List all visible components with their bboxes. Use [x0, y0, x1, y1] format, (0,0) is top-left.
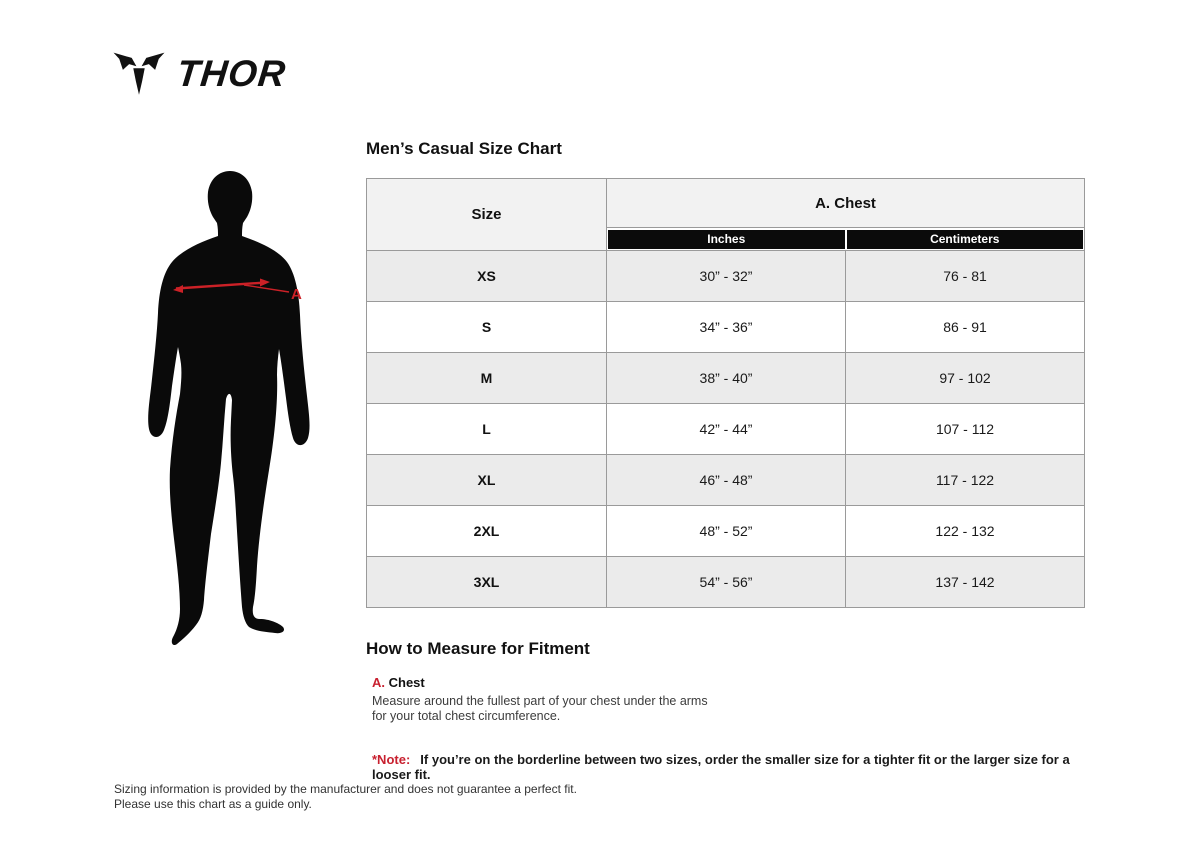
centimeters-cell: 137 - 142: [846, 557, 1085, 608]
size-cell: XS: [367, 251, 607, 302]
measure-item-title: Chest: [388, 675, 425, 690]
footer-line-2: Please use this chart as a guide only.: [114, 797, 312, 811]
centimeters-cell: 107 - 112: [846, 404, 1085, 455]
size-table-wrap: [366, 178, 1085, 608]
centimeters-cell: 122 - 132: [846, 506, 1085, 557]
silhouette-shape: [148, 171, 309, 645]
centimeters-cell: 76 - 81: [846, 251, 1085, 302]
measure-item-label: [372, 675, 732, 690]
size-cell: XL: [367, 455, 607, 506]
inches-cell: 38” - 40”: [607, 353, 846, 404]
inches-header-cell: [607, 228, 846, 251]
inches-cell: 30” - 32”: [607, 251, 846, 302]
size-cell: S: [367, 302, 607, 353]
measure-item-letter: A.: [372, 675, 385, 690]
chest-group-header: A. Chest: [607, 179, 1085, 228]
body-silhouette-figure: [146, 168, 318, 650]
table-row: [367, 302, 1085, 353]
size-column-header: Size: [367, 179, 607, 251]
inches-cell: 34” - 36”: [607, 302, 846, 353]
centimeters-header: Centimeters: [847, 230, 1084, 249]
note-label: *Note:: [372, 752, 411, 767]
note-text: If you’re on the borderline between two sizes, order the smaller size for a tighter fit or the larger size for a looser fit.: [372, 752, 1070, 782]
size-cell: 3XL: [367, 557, 607, 608]
table-row: [367, 506, 1085, 557]
table-row: [367, 353, 1085, 404]
table-row: [367, 404, 1085, 455]
centimeters-header-cell: [846, 228, 1085, 251]
inches-cell: 48” - 52”: [607, 506, 846, 557]
size-cell: M: [367, 353, 607, 404]
thor-logo: [113, 52, 289, 96]
sizing-note: [372, 752, 1072, 782]
size-table-body: [367, 251, 1085, 608]
inches-cell: 42” - 44”: [607, 404, 846, 455]
measure-heading: How to Measure for Fitment: [366, 639, 590, 658]
size-chart-title: Men’s Casual Size Chart: [366, 139, 562, 158]
size-table: [366, 178, 1085, 608]
table-row: [367, 557, 1085, 608]
footer-line-1: Sizing information is provided by the manufacturer and does not guarantee a perfect fit.: [114, 782, 577, 796]
inches-cell: 46” - 48”: [607, 455, 846, 506]
thor-horns-icon: [113, 52, 165, 96]
chest-marker-label: A: [291, 286, 302, 303]
centimeters-cell: 97 - 102: [846, 353, 1085, 404]
table-row: [367, 455, 1085, 506]
centimeters-cell: 86 - 91: [846, 302, 1085, 353]
footer-disclaimer: [114, 782, 577, 812]
inches-header: Inches: [608, 230, 845, 249]
size-cell: L: [367, 404, 607, 455]
inches-cell: 54” - 56”: [607, 557, 846, 608]
table-row: [367, 251, 1085, 302]
thor-wordmark: THOR: [174, 53, 289, 94]
measure-item-chest: [372, 675, 732, 724]
measure-item-description: Measure around the fullest part of your chest under the arms for your total chest circumference.: [372, 694, 708, 723]
centimeters-cell: 117 - 122: [846, 455, 1085, 506]
size-cell: 2XL: [367, 506, 607, 557]
